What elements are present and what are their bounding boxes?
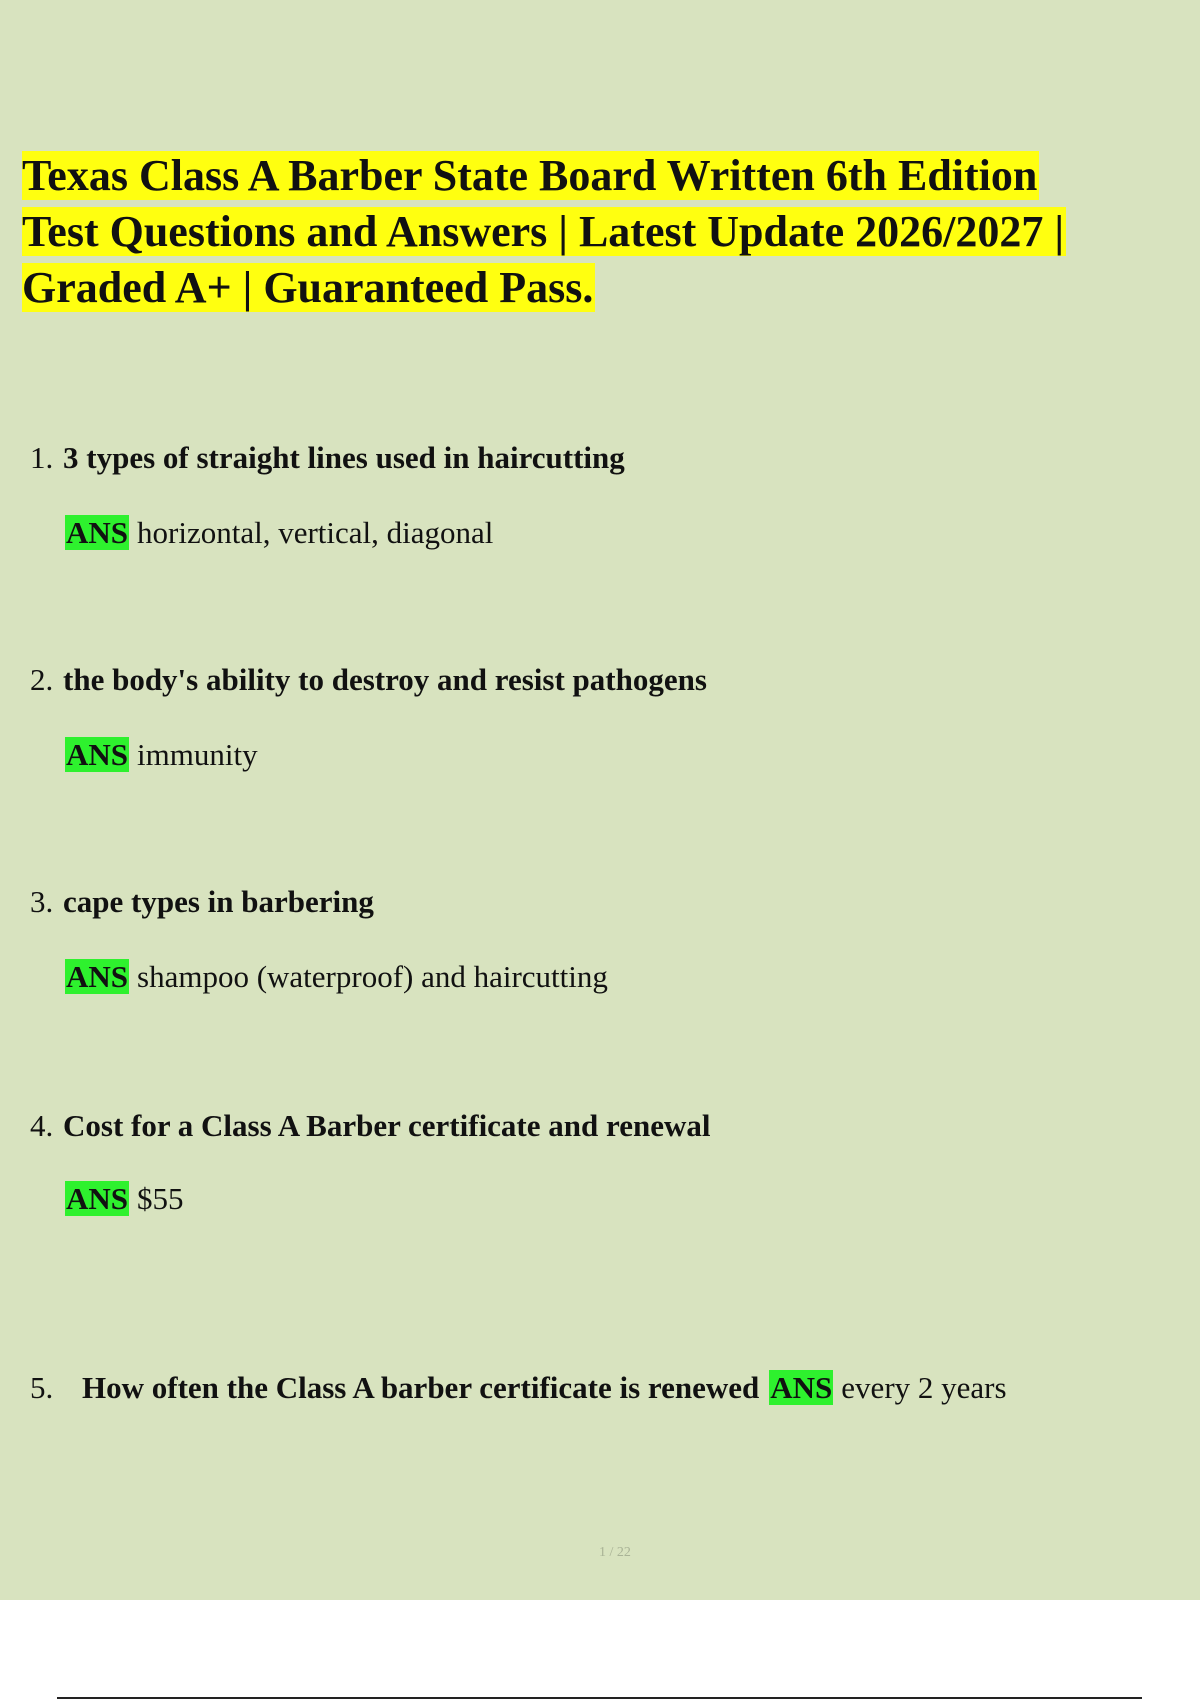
answer-line — [65, 957, 608, 997]
answer-line — [65, 513, 493, 553]
document-title — [22, 148, 1187, 316]
answer-tag: ANS — [66, 1181, 129, 1216]
question-item — [30, 438, 1170, 550]
question-line — [30, 1106, 1170, 1146]
question-text: 3 types of straight lines used in haircutting — [63, 440, 625, 475]
title-line: Texas Class A Barber State Board Written 6th Edition — [22, 151, 1038, 200]
answer-text: immunity — [137, 737, 258, 772]
question-line — [30, 882, 1170, 922]
question-item — [30, 660, 1170, 772]
question-text: cape types in barbering — [63, 884, 374, 919]
page-separator-line — [57, 1697, 1142, 1699]
question-number: 1. — [30, 440, 54, 475]
question-item — [30, 882, 1170, 994]
question-item — [30, 1106, 1170, 1216]
question-number: 2. — [30, 662, 54, 697]
question-text: How often the Class A barber certificate is renewed — [82, 1370, 760, 1405]
answer-tag: ANS — [770, 1370, 833, 1405]
answer-inline — [769, 1370, 1006, 1405]
answer-tag: ANS — [66, 515, 129, 550]
title-line: Graded A+ | Guaranteed Pass. — [22, 263, 594, 312]
answer-line — [65, 1179, 184, 1219]
question-number: 5. — [30, 1370, 54, 1405]
question-line — [30, 1368, 1170, 1408]
question-line — [30, 438, 1170, 478]
question-item — [30, 1368, 1170, 1408]
answer-line — [65, 735, 258, 775]
question-number: 4. — [30, 1108, 54, 1143]
answer-text: shampoo (waterproof) and haircutting — [137, 959, 608, 994]
answer-text: $55 — [137, 1181, 184, 1216]
page-number: 1 / 22 — [599, 1545, 631, 1560]
answer-text: every 2 years — [841, 1370, 1007, 1405]
answer-tag: ANS — [66, 959, 129, 994]
answer-tag: ANS — [66, 737, 129, 772]
question-text: the body's ability to destroy and resist pathogens — [63, 662, 707, 697]
question-line — [30, 660, 1170, 700]
question-number: 3. — [30, 884, 54, 919]
answer-text: horizontal, vertical, diagonal — [137, 515, 494, 550]
question-text: Cost for a Class A Barber certificate and renewal — [63, 1108, 711, 1143]
title-line: Test Questions and Answers | Latest Update 2026/2027 | — [22, 207, 1065, 256]
